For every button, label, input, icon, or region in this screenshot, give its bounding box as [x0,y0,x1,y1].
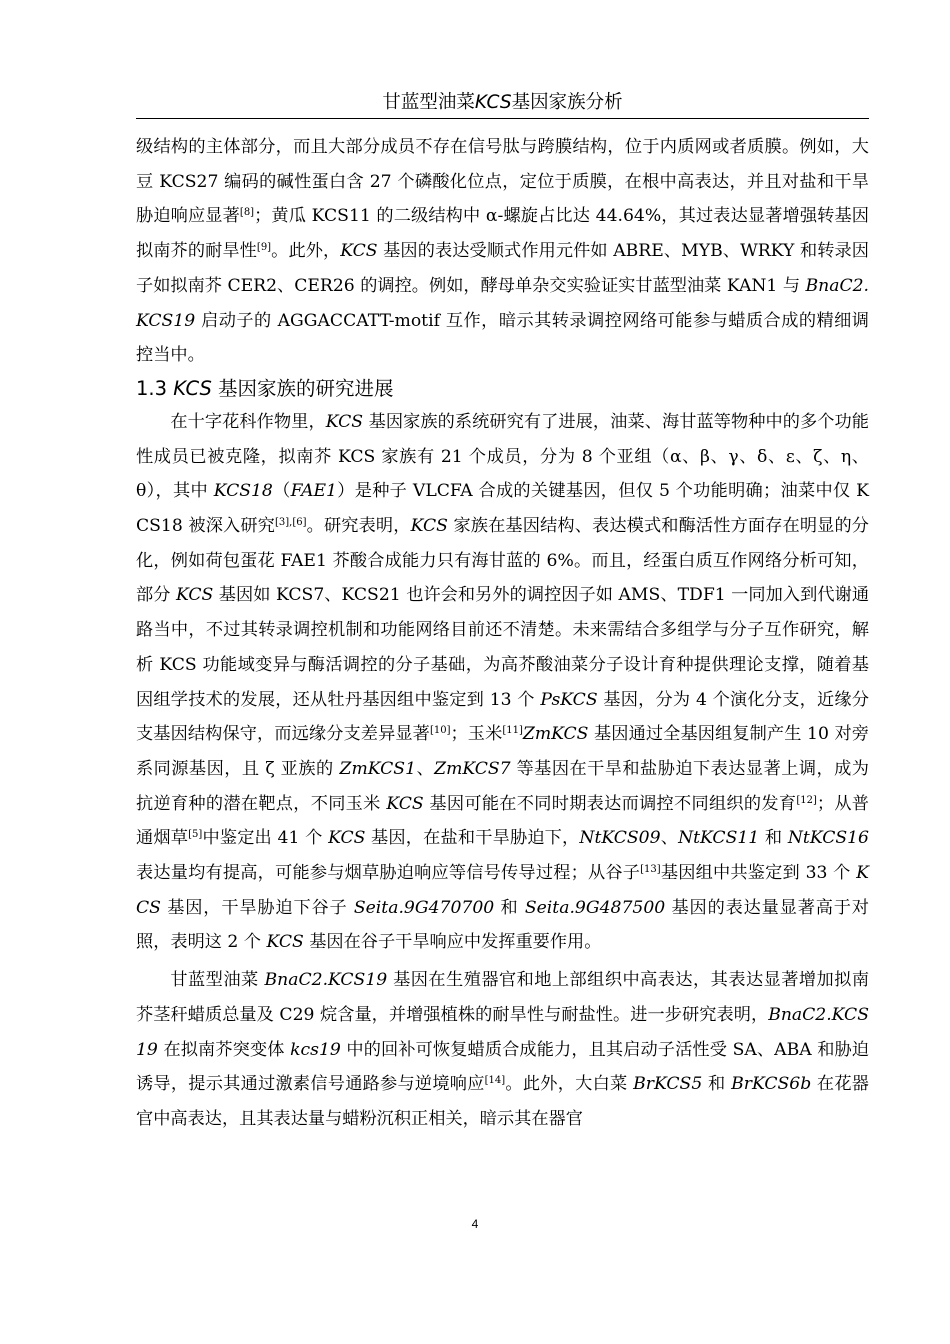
page-number: 4 [471,1217,479,1231]
text-run: 基因如 KCS7、KCS21 也许会和另外的调控因子如 AMS、TDF1 一同加入到代谢通路当中，不过其转录调控机制和功能网络目前还不清楚。未来需结合多组学与分子互作研究，解析 KCS 功能域变异与酶活调控的分子基础，为高芥酸油菜分子设计育种提供理论支撑，随着基因组学技术的发展，还从牡丹基因组中鉴定到 13 个 [136,585,870,710]
text-run: ；从普通烟草 [136,793,869,849]
italic-term: KCS [325,411,364,432]
text-run: 。此外，大白菜 [505,1074,634,1095]
text-run: 中的回补可恢复蜡质合成能力，且其启动子活性受 SA、ABA 和胁迫诱导，提示其通过激素信号通路参与逆境响应 [136,1039,869,1095]
text-run: 和 [702,1074,732,1095]
text-run: 在十字花科作物里， [170,411,326,432]
text-run: 基因的表达量显著高于对照，表明这 2 个 [136,897,869,953]
italic-term: FAE1 [290,481,337,502]
italic-term: BrKCS5 [633,1074,703,1095]
citation-ref: [9] [256,242,272,254]
citation-ref: [14] [484,1075,506,1087]
citation-ref: [11] [502,725,523,737]
italic-term: BnaC2.KCS19 [136,275,869,331]
italic-term: ZmKCS [522,724,589,745]
section-number: 1.3 [136,376,168,400]
section-title-rest: 基因家族的研究进展 [211,376,394,400]
italic-term: KCS [386,793,424,814]
citation-ref: [12] [796,794,817,806]
text-run: （ [272,481,291,502]
text-run: 甘蓝型油菜 [170,970,265,991]
italic-term: NtKCS16 [787,828,869,849]
italic-term: BnaC2.KCS19 [136,1004,869,1060]
text-run: 、 [416,758,435,779]
text-run: 基因的表达受顺式作用元件如 ABRE、MYB、WRKY 和转录因子如拟南芥 CER2、CER26 的调控。例如，酵母单杂交实验证实甘蓝型油菜 KAN1 与 [136,241,869,296]
text-run: 。此外， [271,241,341,262]
italic-term: PsKCS [540,689,598,710]
body-paragraph [136,405,869,960]
section-title-italic: KCS [173,376,212,400]
italic-term: Seita.9G487500 [524,897,666,918]
header-rule [136,118,869,119]
italic-term: NtKCS11 [678,828,760,849]
text-run: 基因可能在不同时期表达而调控不同组织的发育 [423,793,797,814]
italic-term: KCS [328,828,366,849]
section-heading [136,373,869,405]
body-paragraph [136,963,869,1137]
header-gene-name: KCS [474,92,512,113]
italic-term: kcs19 [290,1039,341,1060]
citation-ref: [13] [640,864,661,876]
italic-term: KCS [410,516,448,537]
text-run: 表达量均有提高，可能参与烟草胁迫响应等信号传导过程；从谷子 [136,863,641,884]
italic-term: KCS [136,863,869,918]
text-run: 启动子的 AGGACCATT-motif 互作，暗示其转录调控网络可能参与蜡质合成的精细调控当中。 [136,310,869,366]
italic-term: NtKCS09 [579,828,661,849]
text-run: ；黄瓜 KCS11 的二级结构中 α-螺旋占比达 44.64%，其过表达显著增强转基因拟南芥的耐旱性 [136,206,869,262]
text-run: 等基因在干旱和盐胁迫下表达显著上调，成为抗逆育种的潜在靶点，不同玉米 [136,758,869,814]
citation-ref: [10] [429,725,451,737]
text-run: 。研究表明， [306,516,411,537]
italic-term: KCS [340,241,378,262]
italic-term: BnaC2.KCS19 [264,970,388,991]
text-run: 基因，在盐和干旱胁迫下， [365,828,580,849]
text-run: 基因，干旱胁迫下谷子 [160,897,354,918]
header-text-1: 甘蓝型油菜 [382,92,475,113]
citation-ref: [3],[6] [275,517,307,529]
italic-term: KCS18 [213,481,273,502]
text-run: ）是种子 VLCFA 合成的关键基因，但仅 5 个功能明确；油菜中仅 KCS18 被深入研究 [136,481,869,537]
text-run: 中鉴定出 41 个 [202,828,329,849]
text-run: 家族在基因结构、表达模式和酶活性方面存在明显的分化，例如荷包蛋花 FAE1 芥酸合成能力只有海甘蓝的 6%。而且，经蛋白质互作网络分析可知，部分 [136,516,869,606]
text-run: 基因在谷子干旱响应中发挥重要作用。 [303,932,602,953]
header-text-2: 基因家族分析 [511,92,623,113]
body-content [136,130,869,1137]
italic-term: ZmKCS1 [339,758,417,779]
text-run: 和 [494,897,525,918]
italic-term: Seita.9G470700 [353,897,495,918]
italic-term: ZmKCS7 [434,758,511,779]
text-run: 在拟南芥突变体 [157,1039,291,1060]
italic-term: KCS [266,932,304,953]
text-run: 基因通过全基因组复制产生 10 对旁系同源基因，且 ζ 亚族的 [136,724,869,779]
text-run: 基因，分为 4 个演化分支，近缘分支基因结构保守，而远缘分支差异显著 [136,689,870,745]
text-run: 在花器官中高表达，且其表达量与蜡粉沉积正相关，暗示其在器官 [136,1074,869,1129]
text-run: 基因家族的系统研究有了进展，油菜、海甘蓝等物种中的多个功能性成员已被克隆，拟南芥 KCS 家族有 21 个成员，分为 8 个亚组（α、β、γ、δ、ε、ζ、η、θ），其中 [136,411,869,502]
text-run: 基因在生殖器官和地上部组织中高表达，其表达显著增加拟南芥茎秆蜡质总量及 C29 烷含量，并增强植株的耐旱性与耐盐性。进一步研究表明， [136,970,870,1025]
citation-ref: [5] [188,829,203,841]
italic-term: KCS [175,585,214,606]
text-run: 、 [660,828,679,849]
text-run: 基因组中共鉴定到 33 个 [660,863,857,884]
citation-ref: [8] [239,207,255,219]
body-paragraph [136,130,869,373]
running-header [136,90,869,116]
italic-term: BrKCS6b [731,1074,812,1095]
text-run: 级结构的主体部分，而且大部分成员不存在信号肽与跨膜结构，位于内质网或者质膜。例如，大豆 KCS27 编码的碱性蛋白含 27 个磷酸化位点，定位于质膜，在根中高表达，并且对盐和干旱胁迫响应显著 [136,137,869,227]
text-run: 和 [759,828,788,849]
text-run: ；玉米 [450,724,503,745]
